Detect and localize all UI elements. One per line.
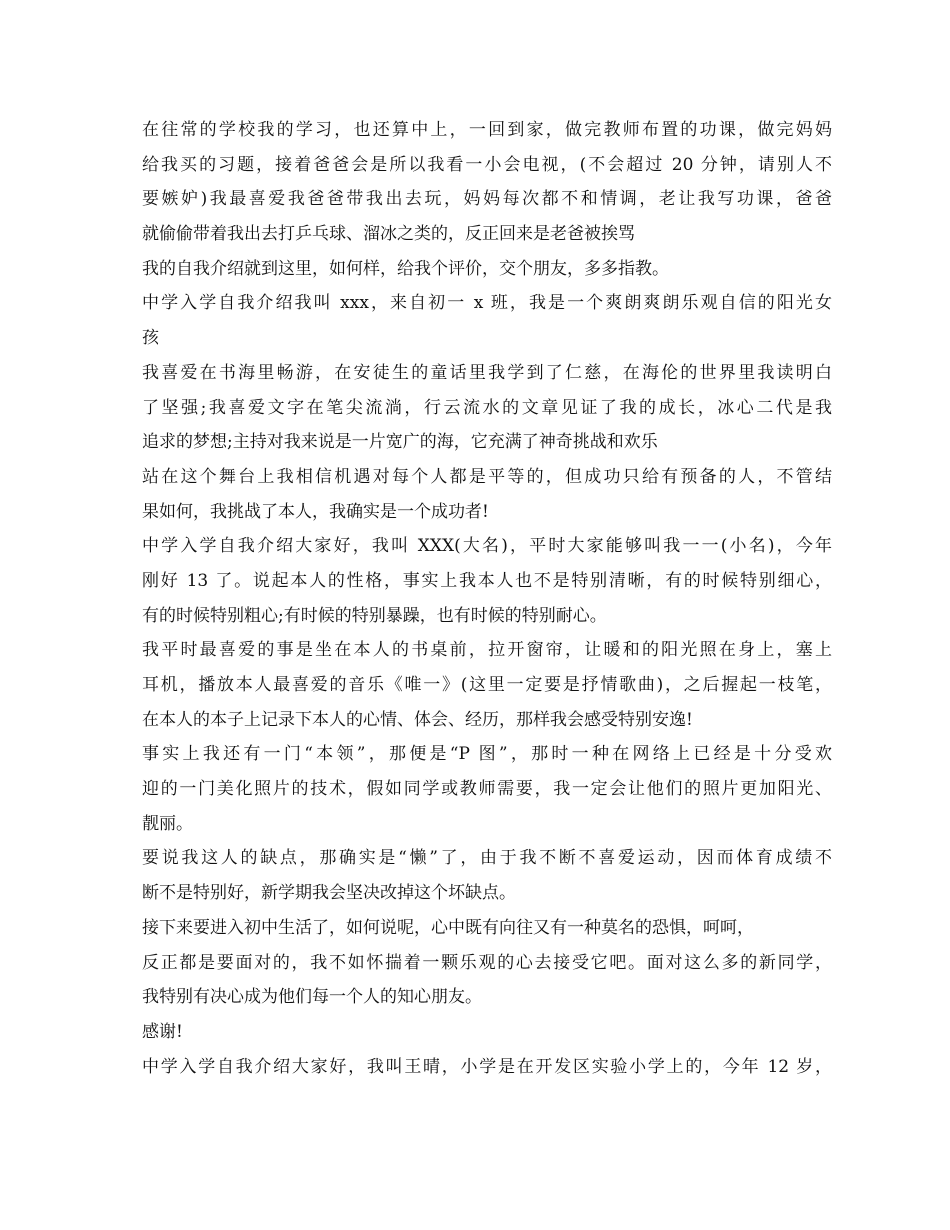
text-line: 中学入学自我介绍我叫 xxx，来自初一 x 班，我是一个爽朗爽朗乐观自信的阳光女 [142, 293, 832, 314]
text-line: 迎的一门美化照片的技术，假如同学或教师需要，我一定会让他们的照片更加阳光、 [142, 779, 832, 800]
text-line: 感谢! [142, 1021, 183, 1042]
text-line: 了坚强;我喜爱文字在笔尖流淌，行云流水的文章见证了我的成长，冰心二代是我 [142, 397, 832, 418]
text-line: 刚好 13 了。说起本人的性格，事实上我本人也不是特别清晰，有的时候特别细心， [142, 570, 832, 591]
text-line: 要说我这人的缺点，那确实是“懒”了，由于我不断不喜爱运动，因而体育成绩不 [142, 848, 832, 869]
document-body [142, 113, 832, 1084]
text-line: 在往常的学校我的学习，也还算中上，一回到家，做完教师布置的功课，做完妈妈 [142, 120, 832, 140]
text-line: 耳机，播放本人最喜爱的音乐《唯一》(这里一定要是抒情歌曲)，之后握起一枝笔， [142, 675, 832, 695]
text-line: 我的自我介绍就到这里，如何样，给我个评价，交个朋友，多多指教。 [142, 258, 669, 279]
text-line: 反正都是要面对的，我不如怀揣着一颗乐观的心去接受它吧。面对这么多的新同学， [142, 952, 832, 973]
text-line: 我平时最喜爱的事是坐在本人的书桌前，拉开窗帘，让暖和的阳光照在身上，塞上 [142, 640, 832, 661]
text-line: 就偷偷带着我出去打乒乓球、溜冰之类的，反正回来是老爸被挨骂 [142, 224, 635, 245]
text-line: 果如何，我挑战了本人，我确实是一个成功者! [142, 501, 489, 522]
text-line: 要嫉妒)我最喜爱我爸爸带我出去玩，妈妈每次都不和情调，老让我写功课，爸爸 [142, 189, 832, 210]
text-line: 我喜爱在书海里畅游，在安徒生的童话里我学到了仁慈，在海伦的世界里我读明白 [142, 362, 832, 383]
text-line: 在本人的本子上记录下本人的心情、体会、经历，那样我会感受特别安逸! [142, 709, 693, 730]
text-line: 给我买的习题，接着爸爸会是所以我看一小会电视，(不会超过 20 分钟，请别人不 [142, 154, 832, 175]
text-line: 断不是特别好，新学期我会坚决改掉这个坏缺点。 [142, 883, 516, 904]
text-line: 追求的梦想;主持对我来说是一片宽广的海，它充满了神奇挑战和欢乐 [142, 432, 658, 453]
text-line: 站在这个舞台上我相信机遇对每个人都是平等的，但成功只给有预备的人，不管结 [142, 466, 832, 487]
text-line: 孩 [142, 328, 159, 349]
text-line: 我特别有决心成为他们每一个人的知心朋友。 [142, 987, 482, 1008]
text-line: 事实上我还有一门“本领”，那便是“P 图”，那时一种在网络上已经是十分受欢 [142, 744, 832, 765]
text-line: 接下来要进入初中生活了，如何说呢，心中既有向往又有一种莫名的恐惧，呵呵， [142, 917, 754, 938]
text-line: 中学入学自我介绍大家好，我叫王晴，小学是在开发区实验小学上的，今年 12 岁， [142, 1056, 832, 1077]
text-line: 有的时候特别粗心;有时候的特别暴躁，也有时候的特别耐心。 [142, 605, 607, 626]
text-line: 靓丽。 [142, 813, 193, 834]
text-line: 中学入学自我介绍大家好，我叫 XXX(大名)，平时大家能够叫我一一(小名)，今年 [142, 536, 832, 557]
